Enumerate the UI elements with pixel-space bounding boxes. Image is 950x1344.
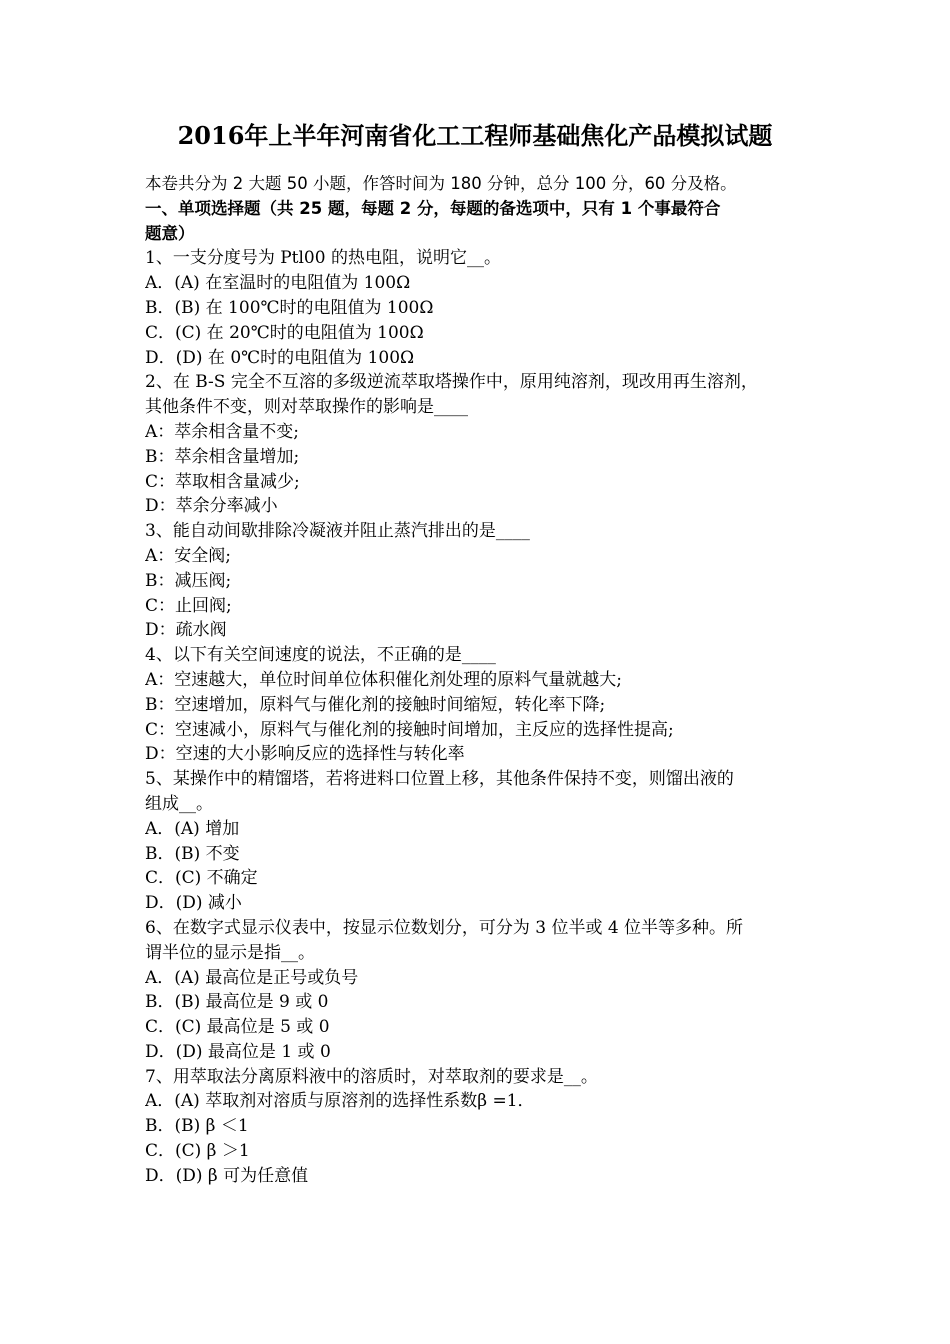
question-5-option-b: B．(B) 不变 <box>145 843 240 864</box>
question-3: 3、能自动间歇排除冷凝液并阻止蒸汽排出的是____ <box>145 521 530 542</box>
question-6-option-a: A．(A) 最高位是正号或负号 <box>145 967 359 988</box>
question-7-option-b: B．(B) β ＜1 <box>145 1116 249 1137</box>
question-5-continued: 组成__。 <box>145 793 213 814</box>
question-7-option-a: A．(A) 萃取剂对溶质与原溶剂的选择性系数β =1． <box>145 1091 535 1112</box>
question-4-option-b: B：空速增加，原料气与催化剂的接触时间缩短，转化率下降; <box>145 694 606 715</box>
question-2-option-a: A：萃余相含量不变; <box>145 421 300 442</box>
question-2-option-c: C：萃取相含量减少; <box>145 471 300 492</box>
question-1: 1、一支分度号为 Ptl00 的热电阻，说明它__。 <box>145 248 501 269</box>
question-6-option-d: D．(D) 最高位是 1 或 0 <box>145 1041 331 1062</box>
question-2-option-d: D：萃余分率减小 <box>145 496 278 517</box>
section-heading: 一、单项选择题（共 25 题，每题 2 分，每题的备选项中，只有 1 个事最符合 <box>145 198 721 218</box>
question-3-option-a: A：安全阀; <box>145 545 232 566</box>
question-7-option-c: C．(C) β ＞1 <box>145 1141 250 1162</box>
question-1-option-a: A．(A) 在室温时的电阻值为 100Ω <box>145 273 411 294</box>
question-2-option-b: B：萃余相含量增加; <box>145 446 300 467</box>
question-2-continued: 其他条件不变，则对萃取操作的影响是____ <box>145 397 468 418</box>
question-6-option-b: B．(B) 最高位是 9 或 0 <box>145 992 329 1013</box>
question-1-option-c: C．(C) 在 20℃时的电阻值为 100Ω <box>145 322 424 343</box>
question-5: 5、某操作中的精馏塔，若将进料口位置上移，其他条件保持不变，则馏出液的 <box>145 769 734 790</box>
question-3-option-d: D：疏水阀 <box>145 620 227 641</box>
question-3-option-b: B：减压阀; <box>145 570 232 591</box>
question-1-option-b: B．(B) 在 100℃时的电阻值为 100Ω <box>145 297 434 318</box>
question-6-continued: 谓半位的显示是指__。 <box>145 942 315 963</box>
question-4-option-c: C：空速减小，原料气与催化剂的接触时间增加，主反应的选择性提高; <box>145 719 674 740</box>
question-3-option-c: C：止回阀; <box>145 595 232 616</box>
question-5-option-a: A．(A) 增加 <box>145 818 240 839</box>
question-7: 7、用萃取法分离原料液中的溶质时，对萃取剂的要求是__。 <box>145 1066 598 1087</box>
question-6-option-c: C．(C) 最高位是 5 或 0 <box>145 1017 330 1038</box>
section-heading-continued: 题意） <box>145 223 195 243</box>
question-5-option-d: D．(D) 减小 <box>145 893 242 914</box>
question-5-option-c: C．(C) 不确定 <box>145 868 258 889</box>
exam-intro: 本卷共分为 2 大题 50 小题，作答时间为 180 分钟，总分 100 分，60 分及格。 <box>145 174 737 193</box>
document-title: 2016年上半年河南省化工工程师基础焦化产品模拟试题 <box>177 121 773 150</box>
question-4: 4、以下有关空间速度的说法，不正确的是____ <box>145 645 496 666</box>
question-4-option-a: A：空速越大，单位时间单位体积催化剂处理的原料气量就越大; <box>145 669 623 690</box>
question-7-option-d: D．(D) β 可为任意值 <box>145 1165 309 1186</box>
question-4-option-d: D：空速的大小影响反应的选择性与转化率 <box>145 744 465 765</box>
question-6: 6、在数字式显示仪表中，按显示位数划分，可分为 3 位半或 4 位半等多种。所 <box>145 917 744 938</box>
question-1-option-d: D．(D) 在 0℃时的电阻值为 100Ω <box>145 347 415 368</box>
question-2: 2、在 B-S 完全不互溶的多级逆流萃取塔操作中，原用纯溶剂，现改用再生溶剂， <box>145 372 758 393</box>
document-body <box>145 172 810 1189</box>
